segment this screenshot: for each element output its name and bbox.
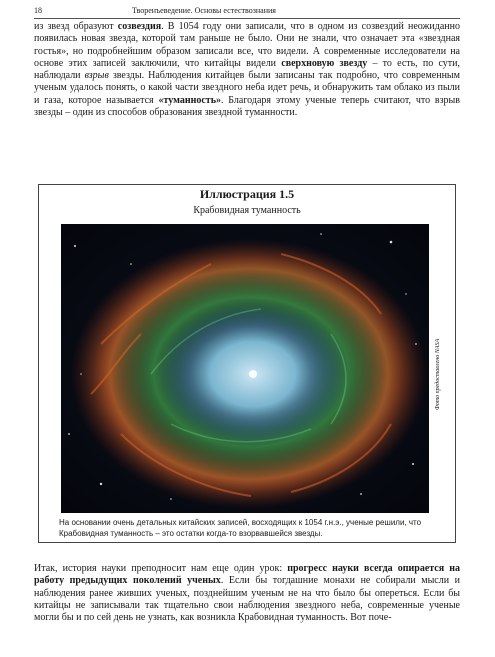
text-run: . Если бы тогдашние монахи не собирали мысли и наблюдения ранее живших ученых, позднейшим ученым не на что было бы опереться. Если бы китайцы не записывали так тщательно свои наблюдения звездного неба, современные ученые могли бы и по сей день не узнать, как возникла Крабовидная туманность. Вот поче- bbox=[34, 575, 461, 624]
term-constellations: созвездия bbox=[117, 21, 162, 32]
term-nebula: «туманность» bbox=[158, 94, 221, 106]
page-header bbox=[34, 4, 460, 19]
term-explosion: взрыв bbox=[84, 70, 109, 82]
text-run: из звезд образуют bbox=[34, 21, 118, 32]
photo-credit: Фото предоставлено NASA bbox=[435, 338, 441, 410]
figure-subtitle: Крабовидная туманность bbox=[193, 205, 301, 216]
text-run: Итак, история науки преподносит нам еще один урок: bbox=[34, 563, 288, 574]
text-run: – то есть, по сути, наблюдали bbox=[34, 57, 460, 82]
page-number: 18 bbox=[34, 6, 42, 15]
term-supernova: сверхновую звезду bbox=[281, 57, 368, 69]
figure-caption: На основании очень детальных китайских записей, восходящих к 1054 г.н.э., ученые решили, что Крабовидная туманность – это остатки когда-то взорвавшейся звезды. bbox=[59, 518, 422, 538]
text-run: . Благодаря этому ученые теперь считают, что взрыв звезды – один из способов образования звездной туманности. bbox=[34, 94, 460, 119]
illustration-box bbox=[38, 184, 456, 543]
paragraph-lesson bbox=[34, 563, 460, 624]
running-title: Творенъеведение. Основы естествознания bbox=[132, 6, 276, 15]
text-run: . В 1054 году они записали, что в одном из созвездий неожиданно появилась новая звезда, которой там раньше не было. Они не знали, что означает эта «звездная гостья», но подробнейшим образом записали все, что видели. А современные исследователи на основе этих записей заключили, что китайцы видели bbox=[34, 21, 460, 69]
paragraph-intro bbox=[34, 21, 460, 119]
text-run: звезды. Наблюдения китайцев были записаны так подробно, что современным ученым удалось понять, о какой части звездного неба идет речь, и обнаружить там облако из пыли и газа, которое называется bbox=[34, 70, 460, 106]
crab-nebula-image bbox=[61, 224, 429, 513]
key-statement: прогресс науки всегда опирается на работу предыдущих поколений ученых bbox=[34, 563, 460, 587]
figure-title: Иллюстрация 1.5 bbox=[199, 187, 295, 201]
